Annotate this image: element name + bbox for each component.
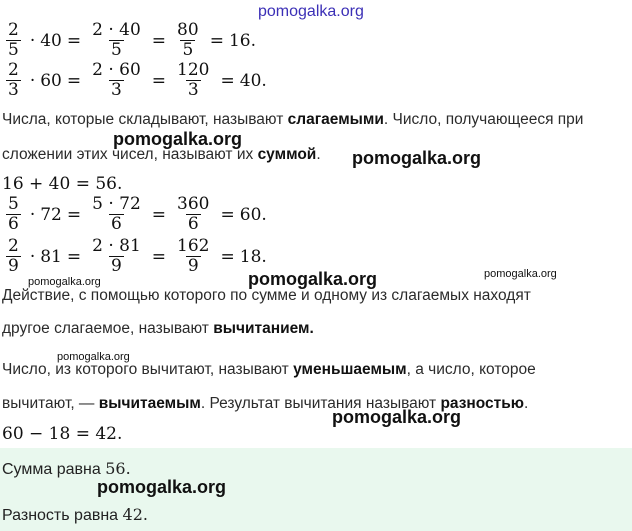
fraction: $\frac{2}{5}$ (8, 20, 19, 60)
watermark: pomogalka.org (258, 3, 364, 20)
definition-minuend-line-2: вычитают, — вычитаемым. Результат вычитания называют разностью. (2, 395, 529, 412)
definition-minuend-line-1: Число, из которого вычитают, называют уменьшаемым, а число, которое (2, 361, 536, 378)
watermark: pomogalka.org (57, 351, 130, 363)
fraction: $\frac{2 \cdot 40}{5}$ (92, 20, 141, 60)
definition-sum-line-1: Числа, которые складывают, называют слагаемыми. Число, получающееся при (2, 111, 584, 128)
fraction: $\frac{2 \cdot 60}{3}$ (92, 60, 141, 100)
watermark: pomogalka.org (28, 276, 101, 288)
watermark: pomogalka.org (248, 269, 378, 289)
watermark: pomogalka.org (332, 407, 462, 427)
equation-1: $\frac{2}{5}$ · 40 = $\frac{2 \cdot 40}{5}$ = $\frac{80}{5}$ = 16. (8, 20, 256, 60)
equation-6: 60 − 18 = 42. (2, 424, 123, 444)
fraction: $\frac{5 \cdot 72}{6}$ (92, 194, 141, 234)
fraction: $\frac{2}{9}$ (8, 236, 19, 276)
equation-2: $\frac{2}{3}$ · 60 = $\frac{2 \cdot 60}{3}$ = $\frac{120}{3}$ = 40. (8, 60, 267, 100)
fraction: $\frac{2 \cdot 81}{9}$ (92, 236, 141, 276)
equation-5: $\frac{2}{9}$ · 81 = $\frac{2 \cdot 81}{9}$ = $\frac{162}{9}$ = 18. (8, 236, 267, 276)
watermark: pomogalka.org (352, 148, 482, 168)
definition-subtraction-line-1: Действие, с помощью которого по сумме и одному из слагаемых находят (2, 287, 531, 304)
fraction: $\frac{360}{6}$ (177, 194, 210, 234)
watermark: pomogalka.org (484, 268, 557, 280)
definition-subtraction-line-2: другое слагаемое, называют вычитанием. (2, 320, 314, 337)
answer-sum: Сумма равна 56. (2, 459, 131, 478)
watermark: pomogalka.org (97, 477, 227, 497)
fraction: $\frac{120}{3}$ (177, 60, 210, 100)
fraction: $\frac{5}{6}$ (8, 194, 19, 234)
fraction: $\frac{2}{3}$ (8, 60, 19, 100)
equation-4: $\frac{5}{6}$ · 72 = $\frac{5 \cdot 72}{6}$ = $\frac{360}{6}$ = 60. (8, 194, 267, 234)
answer-difference: Разность равна 42. (2, 505, 148, 524)
fraction: $\frac{80}{5}$ (177, 20, 199, 60)
equation-3: 16 + 40 = 56. (2, 174, 123, 194)
definition-sum-line-2: сложении этих чисел, называют их суммой. (2, 146, 321, 163)
watermark: pomogalka.org (113, 129, 243, 149)
fraction: $\frac{162}{9}$ (177, 236, 210, 276)
